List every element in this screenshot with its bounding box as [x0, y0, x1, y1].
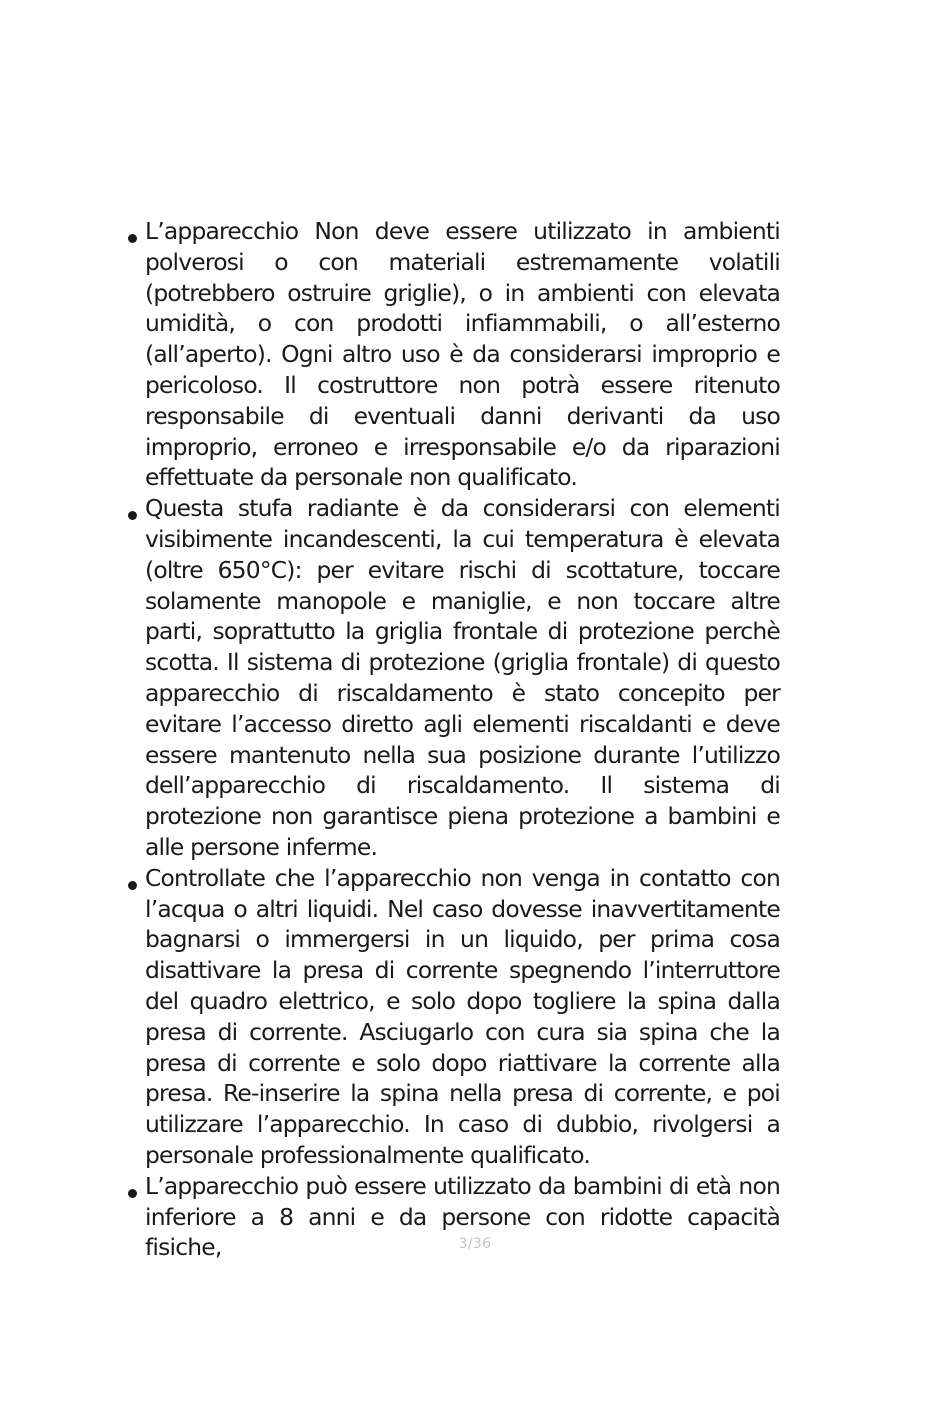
bullet-item-1	[124, 216, 780, 493]
bullet-icon	[128, 511, 137, 520]
bullet-icon	[128, 881, 137, 890]
bullet-text-2: Questa stufa radiante è da considerarsi con elementi visibimente incandescenti, la cui temperatura è elevata (oltre 650°C): per evitare rischi di scottature, toccare solamente manopole e maniglie, e non toccare altre parti, soprattutto la griglia frontale di protezione perchè scotta. Il sistema di protezione (griglia frontale) di questo apparecchio di riscaldamento è stato concepito per evitare l’accesso diretto agli elementi riscaldanti e deve essere mantenuto nella sua posizione durante l’utilizzo dell’apparecchio di riscaldamento. Il sistema di protezione non garantisce piena protezione a bambini e alle persone inferme.	[145, 494, 780, 861]
bullet-icon	[128, 1189, 137, 1198]
page-number: 3/36	[458, 1236, 492, 1252]
bullet-text-4: L’apparecchio può essere utilizzato da bambini di età non inferiore a 8 anni e da persone con ridotte capacità fisiche,	[145, 1171, 780, 1262]
bullet-item-2	[124, 493, 780, 863]
bullet-text-3: Controllate che l’apparecchio non venga in contatto con l’acqua o altri liquidi. Nel caso dovesse inavvertitamente bagnarsi o immergersi in un liquido, per prima cosa disattivare la presa di corrente spegnendo l’interruttore del quadro elettrico, e solo dopo togliere la spina dalla presa di corrente. Asciugarlo con cura sia spina che la presa di corrente e solo dopo riattivare la corrente alla presa. Re-inserire la spina nella presa di corrente, e poi utilizzare l’apparecchio. In caso di dubbio, rivolgersi a personale professionalmente qualificato.	[145, 863, 780, 1169]
bullet-icon	[128, 234, 137, 243]
bullet-text-1: L’apparecchio Non deve essere utilizzato in ambienti polverosi o con materiali estremamente volatili (potrebbero ostruire griglie), o in ambienti con elevata umidità, o con prodotti infiammabili, o all’esterno (all’aperto). Ogni altro uso è da considerarsi improprio e pericoloso. Il costruttore non potrà essere ritenuto responsabile di eventuali danni derivanti da uso improprio, erroneo e irresponsabile e/o da riparazioni effettuate da personale non qualificato.	[145, 217, 780, 492]
safety-bullet-list	[124, 216, 780, 1263]
bullet-item-3	[124, 863, 780, 1171]
